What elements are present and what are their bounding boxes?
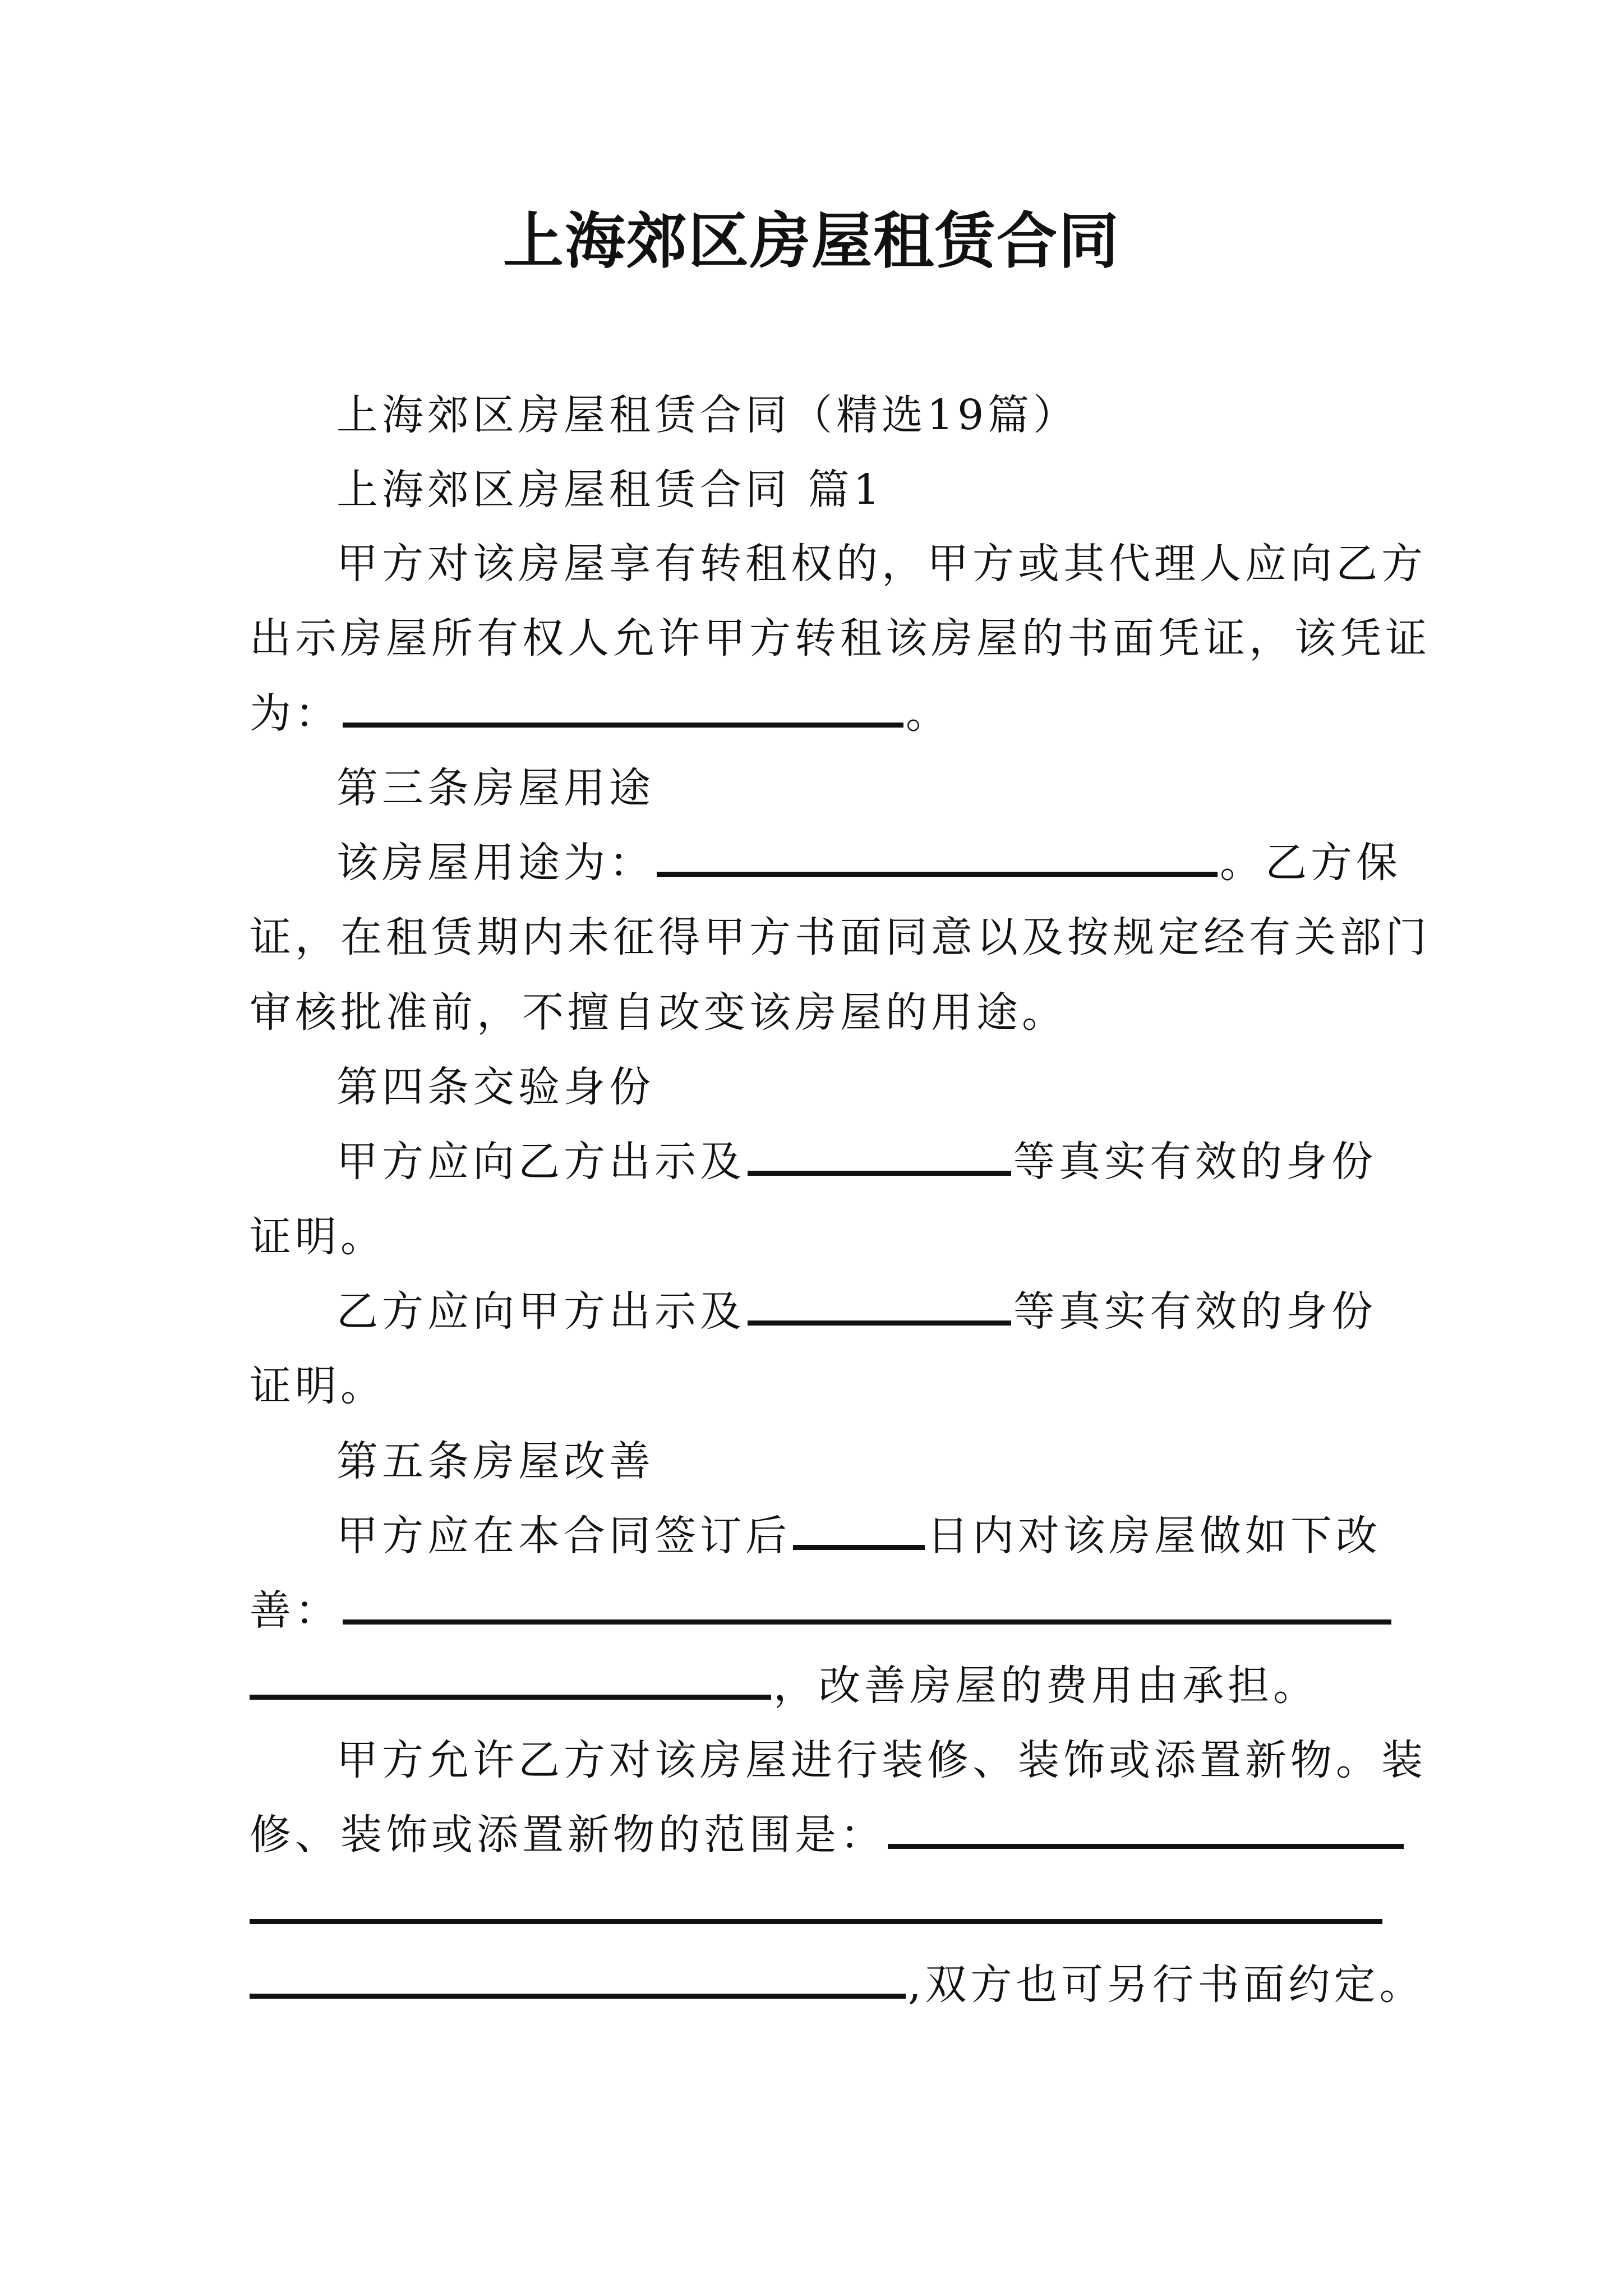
paragraph-line xyxy=(250,1358,386,1414)
fill-in-blank xyxy=(250,1882,1382,1924)
text-line: ,双方也可另行书面约定。 xyxy=(908,1961,1425,2009)
fill-in-blank xyxy=(657,835,1218,877)
paragraph-line xyxy=(250,1582,1394,1639)
paragraph-line xyxy=(250,1807,1406,1863)
paragraph-line xyxy=(250,1882,1385,1938)
paragraph-line xyxy=(336,1283,1377,1340)
text-line: 第四条交验身份 xyxy=(336,1063,654,1111)
text-line: 修、装饰或添置新物的范围是： xyxy=(250,1811,886,1859)
text-line: 证，在租赁期内未征得甲方书面同意以及按规定经有关部门 xyxy=(250,913,1431,961)
text-line: 上海郊区房屋租赁合同 篇1 xyxy=(336,466,884,514)
paragraph-line xyxy=(336,536,1427,592)
section-heading xyxy=(336,1433,654,1489)
document-title: 上海郊区房屋租赁合同 xyxy=(502,206,1120,277)
paragraph-line xyxy=(336,835,1401,891)
text-line: 证明。 xyxy=(250,1213,386,1261)
paragraph-line xyxy=(336,1732,1427,1788)
text-line: 甲方允许乙方对该房屋进行装修、装饰或添置新物。装 xyxy=(336,1736,1427,1784)
text-line: 为： xyxy=(250,689,340,738)
fill-in-blank xyxy=(250,1957,906,1999)
fill-in-blank xyxy=(793,1508,925,1550)
paragraph-line xyxy=(250,1209,386,1265)
fill-in-blank xyxy=(748,1283,1011,1326)
fill-in-blank xyxy=(250,1658,771,1700)
section-heading xyxy=(336,462,884,518)
text-line: 第五条房屋改善 xyxy=(336,1437,654,1485)
text-line: 该房屋用途为： xyxy=(336,839,654,887)
paragraph-line xyxy=(250,909,1431,965)
paragraph-line xyxy=(250,1957,1425,2013)
paragraph-line xyxy=(250,1658,1318,1714)
text-line: 审核批准前，不擅自改变该房屋的用途。 xyxy=(250,988,1067,1037)
paragraph-line xyxy=(250,610,1431,666)
section-heading xyxy=(336,1059,654,1115)
text-line: 善： xyxy=(250,1586,340,1635)
fill-in-blank xyxy=(748,1134,1011,1176)
fill-in-blank xyxy=(343,685,903,728)
text-line: 证明。 xyxy=(250,1362,386,1410)
fill-in-blank xyxy=(343,1582,1391,1625)
fill-in-blank xyxy=(888,1807,1404,1849)
text-line: 上海郊区房屋租赁合同（精选19篇） xyxy=(336,391,1079,439)
section-heading xyxy=(336,760,654,816)
text-line: 出示房屋所有权人允许甲方转租该房屋的书面凭证，该凭证 xyxy=(250,614,1431,662)
text-line: 甲方应在本合同签订后 xyxy=(336,1512,791,1560)
text-line: 等真实有效的身份 xyxy=(1013,1287,1377,1336)
text-line: 乙方应向甲方出示及 xyxy=(336,1287,745,1336)
text-line: 。 xyxy=(906,689,951,738)
paragraph-line xyxy=(250,984,1067,1041)
text-line: 第三条房屋用途 xyxy=(336,764,654,812)
doc-subtitle xyxy=(336,387,1078,443)
text-line: 等真实有效的身份 xyxy=(1013,1138,1377,1186)
text-line: ，改善房屋的费用由承担。 xyxy=(773,1662,1318,1710)
text-line: 日内对该房屋做如下改 xyxy=(927,1512,1381,1560)
paragraph-line xyxy=(336,1134,1377,1190)
text-line: 甲方对该房屋享有转租权的，甲方或其代理人应向乙方 xyxy=(336,540,1427,588)
text-line: 甲方应向乙方出示及 xyxy=(336,1138,745,1186)
text-line: 。乙方保 xyxy=(1220,839,1401,887)
paragraph-line xyxy=(336,1508,1381,1564)
paragraph-line xyxy=(250,685,951,742)
